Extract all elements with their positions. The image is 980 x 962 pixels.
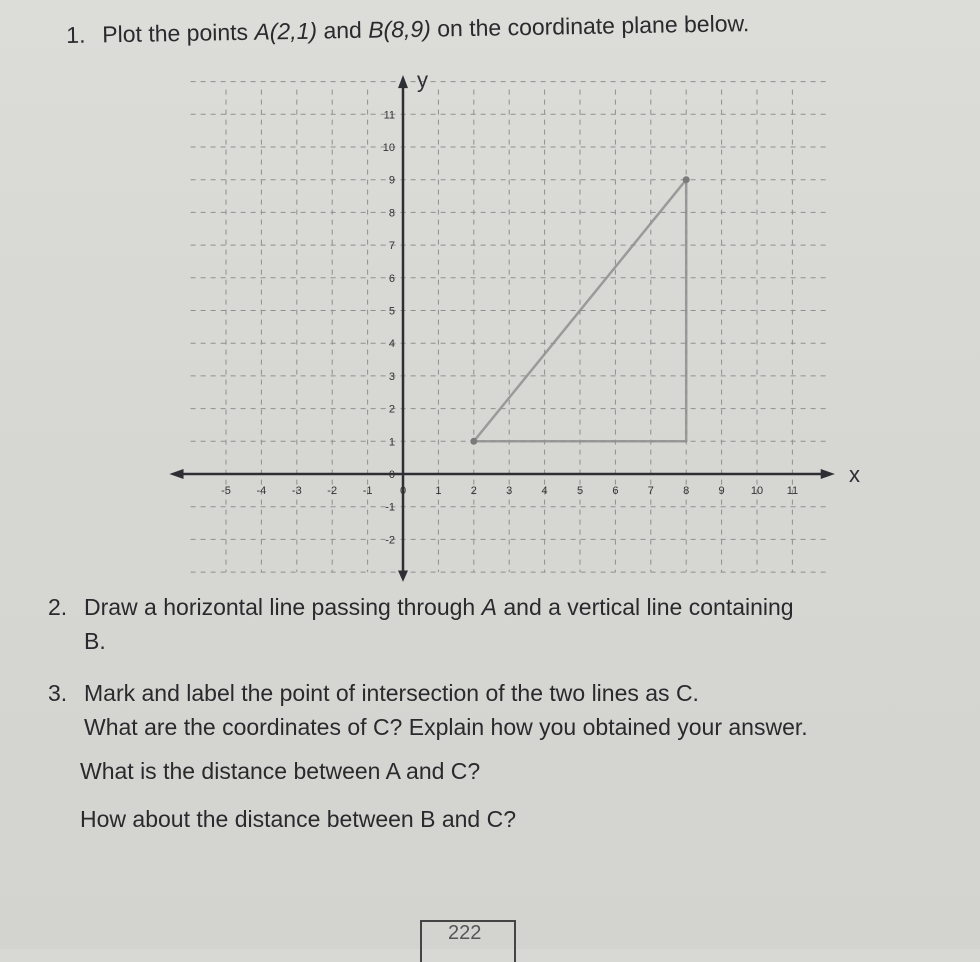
question-2-text-b: and a vertical line containing	[496, 594, 794, 620]
question-1-number: 1.	[66, 21, 86, 48]
x-tick-label: 9	[718, 485, 725, 497]
y-axis-arrow-down	[398, 570, 408, 581]
y-tick-label: 10	[382, 142, 395, 154]
plotted-point	[470, 438, 477, 445]
question-1-text-a: Plot the points	[102, 18, 255, 48]
x-tick-label: 10	[750, 485, 764, 497]
x-tick-label: -5	[221, 485, 231, 497]
x-tick-label: 11	[786, 485, 799, 497]
x-tick-label: 0	[399, 485, 407, 497]
question-3	[48, 676, 948, 836]
y-axis-arrow-up	[398, 75, 408, 88]
q2-a-ref: A	[481, 594, 497, 620]
y-tick-label: 9	[388, 174, 395, 187]
x-tick-label: 1	[435, 485, 442, 497]
x-axis-label: x	[849, 462, 861, 487]
x-tick-label: 6	[612, 485, 619, 497]
y-tick-label: 2	[388, 403, 395, 416]
y-tick-label: -2	[385, 534, 395, 547]
x-tick-label: 5	[576, 485, 584, 497]
y-tick-label: 5	[388, 305, 395, 318]
question-2-number: 2.	[48, 594, 68, 620]
x-tick-label: 3	[506, 485, 513, 497]
x-tick-label: 8	[683, 485, 690, 497]
question-3-body: What are the coordinates of C? Explain how you obtained your answer.	[84, 714, 808, 740]
question-3-distance-bc: How about the distance between B and C?	[80, 806, 517, 832]
y-tick-label: -1	[385, 501, 395, 514]
plotted-point	[683, 176, 690, 183]
y-tick-label: 4	[388, 338, 395, 351]
question-3-line-1: Mark and label the point of intersection of the two lines as C.	[84, 680, 699, 706]
point-a-label: A(2,1)	[254, 17, 318, 45]
y-tick-label: 11	[383, 109, 395, 122]
x-tick-label: -2	[327, 485, 338, 497]
question-3-number: 3.	[48, 680, 68, 706]
question-1-text-b: and	[316, 16, 369, 44]
x-tick-label: 7	[647, 485, 654, 497]
x-tick-label: 4	[541, 485, 548, 497]
x-tick-label: -4	[256, 485, 267, 497]
x-axis-arrow-right	[821, 469, 835, 479]
question-2-text-c: B.	[84, 628, 106, 654]
y-tick-label: 6	[388, 272, 395, 285]
question-3-distance-ac: What is the distance between A and C?	[80, 758, 481, 784]
point-b-label: B(8,9)	[367, 15, 432, 43]
y-tick-label: 7	[388, 240, 395, 253]
page-bottom-text: 222	[448, 922, 482, 944]
question-1-text-c: on the coordinate plane below.	[430, 10, 750, 42]
y-tick-label: 8	[388, 207, 395, 220]
question-2	[48, 590, 948, 658]
x-tick-label: -3	[291, 485, 302, 497]
x-tick-label: -1	[362, 485, 373, 497]
y-tick-label: 0	[388, 469, 395, 481]
y-tick-label: 1	[388, 436, 395, 449]
y-tick-label: 3	[388, 370, 395, 383]
question-2-text-a: Draw a horizontal line passing through	[84, 594, 482, 620]
x-tick-label: 2	[470, 485, 477, 497]
x-axis-arrow-left	[169, 469, 183, 479]
y-axis-label: y	[417, 67, 428, 93]
